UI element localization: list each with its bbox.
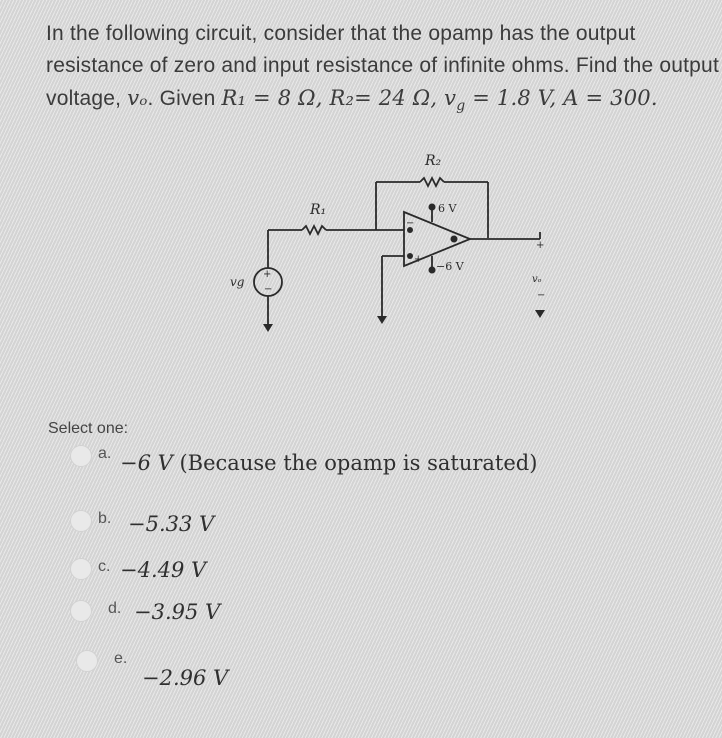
- vg-label: vg: [230, 275, 245, 289]
- inverting-input-label: −: [406, 218, 415, 229]
- resistor-r2-icon: [420, 178, 444, 186]
- option-c[interactable]: [70, 558, 206, 582]
- option-d[interactable]: [70, 600, 220, 624]
- q3-prefix: voltage,: [46, 87, 128, 110]
- radio-b[interactable]: [70, 510, 92, 532]
- ground-arrow-icon: [263, 324, 273, 332]
- source-plus: +: [263, 269, 272, 280]
- radio-a[interactable]: [70, 445, 92, 467]
- option-a-letter: a.: [98, 445, 112, 462]
- q3-given: R₁ = 8 Ω, R₂= 24 Ω, v: [221, 86, 457, 110]
- minus-rail-label: −6 V: [436, 260, 464, 273]
- option-b-letter: b.: [98, 510, 112, 527]
- plus-rail-label: 6 V: [438, 202, 457, 215]
- q3-g: g: [456, 98, 466, 115]
- option-a-note: (Because the opamp is saturated): [172, 451, 538, 475]
- ground-arrow-icon: [377, 316, 387, 324]
- option-e-letter: e.: [114, 650, 128, 667]
- option-a-text: [120, 451, 537, 475]
- r1-label: R₁: [310, 202, 327, 218]
- noninverting-input-label: +: [414, 254, 423, 265]
- radio-e[interactable]: [76, 650, 98, 672]
- circuit-diagram: [0, 0, 722, 340]
- option-b-value: −5.33 V: [128, 512, 215, 536]
- resistor-r1-icon: [302, 226, 326, 234]
- radio-d[interactable]: [70, 600, 92, 622]
- option-a[interactable]: [70, 445, 537, 475]
- select-one-label: Select one:: [48, 420, 129, 437]
- option-d-letter: d.: [108, 600, 122, 617]
- option-d-value: −3.95 V: [134, 600, 221, 624]
- question-line-2: resistance of zero and input resistance of infinite ohms. Find the output: [46, 54, 719, 77]
- option-c-letter: c.: [98, 558, 111, 575]
- option-c-value: −4.49 V: [120, 558, 207, 582]
- option-a-value: −6 V: [120, 451, 173, 475]
- vo-label: vₒ: [532, 274, 542, 285]
- output-minus: −: [537, 290, 546, 301]
- source-minus: −: [264, 284, 273, 295]
- r2-label: R₂: [425, 153, 442, 169]
- option-b[interactable]: [70, 510, 214, 536]
- question-line-1: In the following circuit, consider that the opamp has the output: [46, 22, 636, 45]
- radio-c[interactable]: [70, 558, 92, 580]
- option-e[interactable]: [76, 650, 228, 690]
- q3-end: = 1.8 V, A = 300.: [465, 86, 658, 110]
- q3-mid: . Given: [147, 87, 222, 110]
- output-plus: +: [536, 240, 545, 251]
- ground-arrow-icon: [535, 310, 545, 318]
- q3-vo: vₒ: [127, 86, 148, 110]
- option-e-value: −2.96 V: [142, 666, 229, 690]
